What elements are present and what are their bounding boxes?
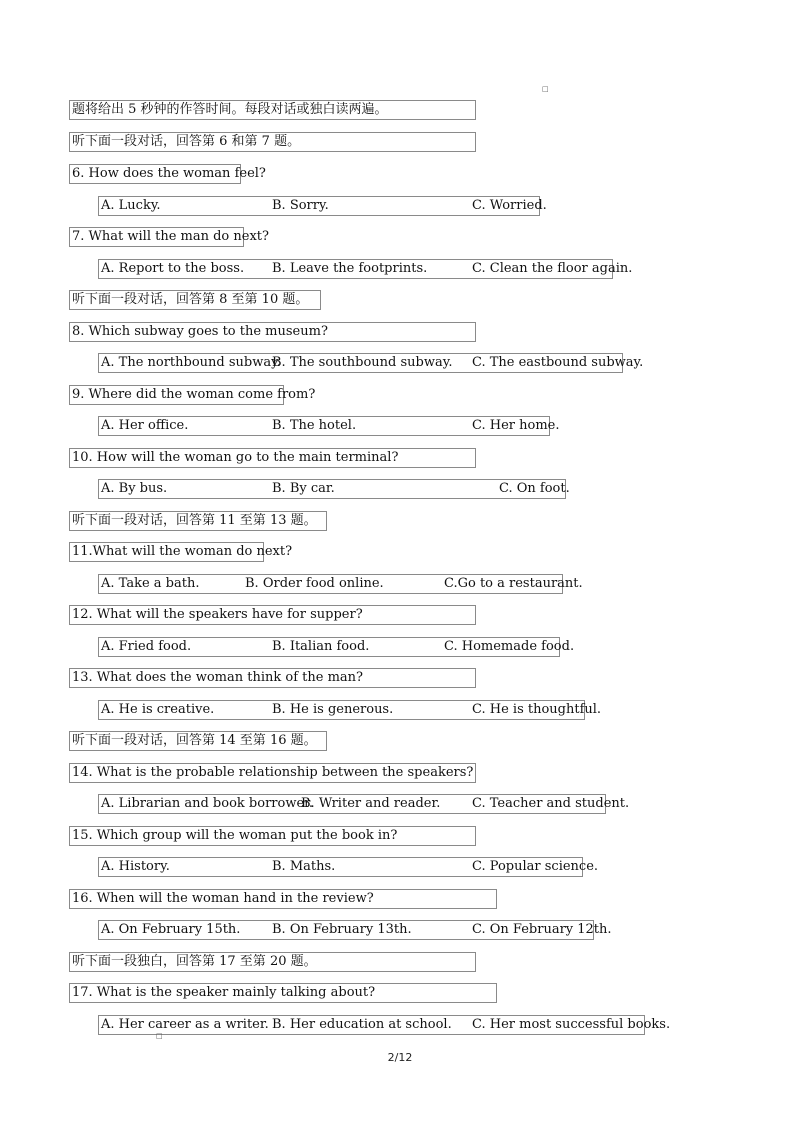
corner-mark: □ bbox=[156, 1032, 163, 1040]
option-a[interactable]: A. He is creative. bbox=[101, 702, 215, 717]
option-a[interactable]: A. On February 15th. bbox=[101, 922, 241, 937]
question-17: 17. What is the speaker mainly talking about? bbox=[69, 983, 497, 1003]
option-b[interactable]: B. The hotel. bbox=[272, 418, 357, 433]
section-instruction: 听下面一段对话，回答第 14 至第 16 题。 bbox=[69, 731, 327, 751]
question-12: 12. What will the speakers have for supper? bbox=[69, 605, 476, 625]
option-b[interactable]: B. Leave the footprints. bbox=[272, 261, 428, 276]
question-8: 8. Which subway goes to the museum? bbox=[69, 322, 476, 342]
option-b[interactable]: B. The southbound subway. bbox=[272, 355, 453, 370]
option-a[interactable]: A. Report to the boss. bbox=[101, 261, 245, 276]
options-8 bbox=[98, 353, 644, 373]
option-a[interactable]: A. By bus. bbox=[101, 481, 168, 496]
option-c[interactable]: C. On February 12th. bbox=[472, 922, 612, 937]
section-instruction: 听下面一段对话，回答第 8 至第 10 题。 bbox=[69, 290, 321, 310]
option-b[interactable]: B. Italian food. bbox=[272, 639, 370, 654]
options-7 bbox=[98, 259, 633, 279]
options-10 bbox=[98, 479, 570, 499]
page-number: 2/12 bbox=[387, 1051, 413, 1064]
option-b[interactable]: B. On February 13th. bbox=[272, 922, 412, 937]
instruction-line: 题将给出 5 秒钟的作答时间。每段对话或独白读两遍。 bbox=[69, 100, 476, 120]
question-16: 16. When will the woman hand in the review? bbox=[69, 889, 497, 909]
option-b[interactable]: B. By car. bbox=[272, 481, 335, 496]
option-c[interactable]: C. Popular science. bbox=[472, 859, 599, 874]
option-a[interactable]: A. Her career as a writer. bbox=[101, 1017, 269, 1032]
question-13: 13. What does the woman think of the man? bbox=[69, 668, 476, 688]
option-c[interactable]: C. Her home. bbox=[472, 418, 560, 433]
options-17 bbox=[98, 1015, 671, 1035]
option-a[interactable]: A. Take a bath. bbox=[101, 576, 200, 591]
option-a[interactable]: A. The northbound subway. bbox=[101, 355, 281, 370]
option-c[interactable]: C. Teacher and student. bbox=[472, 796, 630, 811]
options-12 bbox=[98, 637, 575, 657]
options-9 bbox=[98, 416, 560, 436]
question-14: 14. What is the probable relationship between the speakers? bbox=[69, 763, 476, 783]
corner-mark: □ bbox=[542, 85, 549, 93]
option-c[interactable]: C. He is thoughtful. bbox=[472, 702, 602, 717]
options-11 bbox=[98, 574, 583, 594]
option-b[interactable]: B. Order food online. bbox=[245, 576, 384, 591]
question-7: 7. What will the man do next? bbox=[69, 227, 244, 247]
option-b[interactable]: B. Writer and reader. bbox=[301, 796, 441, 811]
section-instruction: 听下面一段独白，回答第 17 至第 20 题。 bbox=[69, 952, 476, 972]
section-instruction: 听下面一段对话，回答第 11 至第 13 题。 bbox=[69, 511, 327, 531]
question-15: 15. Which group will the woman put the book in? bbox=[69, 826, 476, 846]
question-6: 6. How does the woman feel? bbox=[69, 164, 241, 184]
options-16 bbox=[98, 920, 612, 940]
option-c[interactable]: C. Clean the floor again. bbox=[472, 261, 633, 276]
option-b[interactable]: B. Sorry. bbox=[272, 198, 329, 213]
option-a[interactable]: A. Librarian and book borrower. bbox=[101, 796, 314, 811]
option-a[interactable]: A. History. bbox=[101, 859, 170, 874]
option-a[interactable]: A. Lucky. bbox=[101, 198, 161, 213]
option-c[interactable]: C. The eastbound subway. bbox=[472, 355, 644, 370]
option-b[interactable]: B. Maths. bbox=[272, 859, 336, 874]
options-15 bbox=[98, 857, 599, 877]
option-c[interactable]: C. Homemade food. bbox=[444, 639, 575, 654]
section-instruction: 听下面一段对话，回答第 6 和第 7 题。 bbox=[69, 132, 476, 152]
option-c[interactable]: C. Her most successful books. bbox=[472, 1017, 671, 1032]
options-14 bbox=[98, 794, 630, 814]
option-c[interactable]: C.Go to a restaurant. bbox=[444, 576, 583, 591]
option-c[interactable]: C. On foot. bbox=[499, 481, 570, 496]
option-a[interactable]: A. Her office. bbox=[101, 418, 189, 433]
question-9: 9. Where did the woman come from? bbox=[69, 385, 284, 405]
option-a[interactable]: A. Fried food. bbox=[101, 639, 192, 654]
question-11: 11.What will the woman do next? bbox=[69, 542, 264, 562]
question-10: 10. How will the woman go to the main terminal? bbox=[69, 448, 476, 468]
option-b[interactable]: B. He is generous. bbox=[272, 702, 394, 717]
options-13 bbox=[98, 700, 602, 720]
option-c[interactable]: C. Worried. bbox=[472, 198, 547, 213]
options-6 bbox=[98, 196, 547, 216]
option-b[interactable]: B. Her education at school. bbox=[272, 1017, 452, 1032]
